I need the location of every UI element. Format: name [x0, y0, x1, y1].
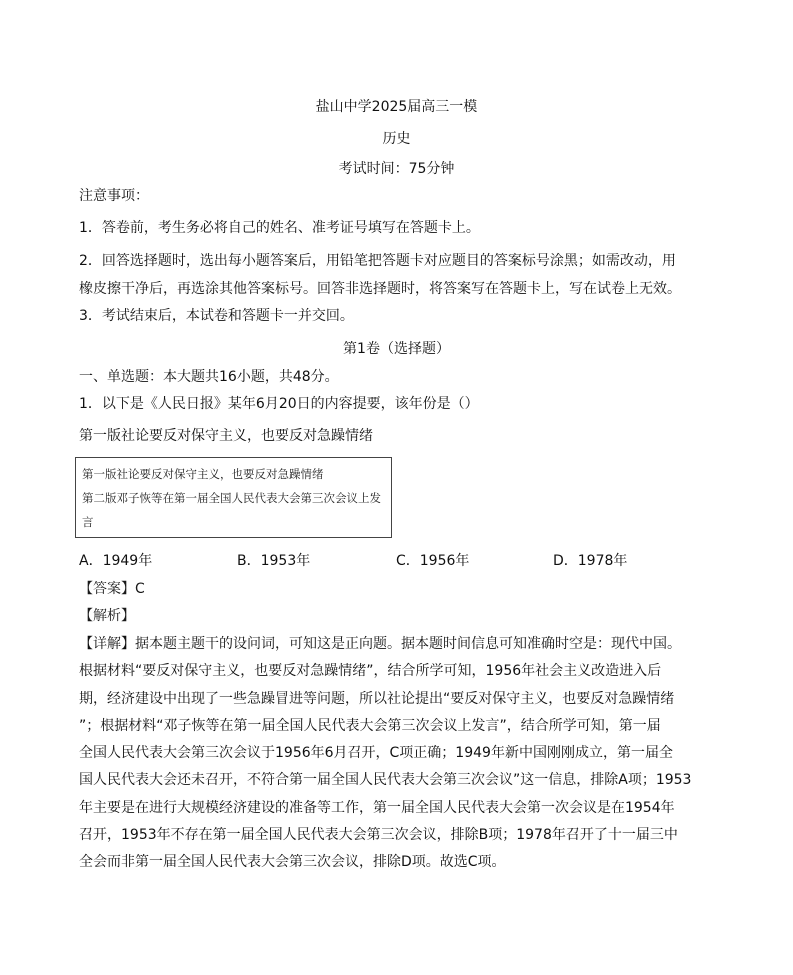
material-line-2: 第二版邓子恢等在第一届全国人民代表大会第三次会议上发 — [82, 491, 381, 505]
option-b: B．1953年 — [237, 553, 311, 569]
analysis-line: ”；根据材料“邓子恢等在第一届全国人民代表大会第三次会议上发言”，结合所学可知，第一届 — [79, 718, 661, 734]
notice-item-2-line-2: 橡皮擦干净后，再选涂其他答案标号。回答非选择题时，将答案写在答题卡上，写在试卷上无效。 — [79, 281, 681, 297]
question-quote: 第一版社论要反对保守主义，也要反对急躁情绪 — [79, 428, 373, 444]
notice-item-1: 1．答卷前，考生务必将自己的姓名、准考证号填写在答题卡上。 — [79, 220, 480, 236]
exam-title: 盐山中学2025届高三一模 — [315, 99, 478, 115]
material-box — [75, 457, 392, 538]
part-title: 一、单选题：本大题共16小题，共48分。 — [79, 369, 339, 385]
question-stem: 1．以下是《人民日报》某年6月20日的内容提要，该年份是（） — [79, 396, 479, 412]
analysis-line: 国人民代表大会还未召开，不符合第一届全国人民代表大会第三次会议”这一信息，排除A项；1953 — [79, 772, 692, 788]
analysis-line: 期，经济建设中出现了一些急躁冒进等问题，所以社论提出“要反对保守主义，也要反对急躁情绪 — [79, 691, 675, 707]
analysis-heading: 【解析】 — [79, 608, 135, 624]
option-a: A．1949年 — [79, 553, 153, 569]
volume-title: 第1卷（选择题） — [343, 341, 450, 357]
analysis-line: 根据材料“要反对保守主义，也要反对急躁情绪”，结合所学可知，1956年社会主义改造进入后 — [79, 663, 662, 679]
analysis-line: 全会而非第一届全国人民代表大会第三次会议，排除D项。故选C项。 — [79, 854, 506, 870]
material-line-3: 言 — [82, 515, 94, 529]
subject-title: 历史 — [382, 131, 411, 147]
notice-heading: 注意事项： — [79, 188, 149, 204]
material-line-1: 第一版社论要反对保守主义，也要反对急躁情绪 — [82, 467, 324, 481]
analysis-line: 召开，1953年不存在第一届全国人民代表大会第三次会议，排除B项；1978年召开了十一届三中 — [79, 827, 678, 843]
option-d: D．1978年 — [553, 553, 628, 569]
notice-item-2-line-1: 2．回答选择题时，选出每小题答案后，用铅笔把答题卡对应题目的答案标号涂黑；如需改动，用 — [79, 253, 676, 269]
analysis-line: 年主要是在进行大规模经济建设的准备等工作，第一届全国人民代表大会第一次会议是在1954年 — [79, 800, 675, 816]
option-c: C．1956年 — [396, 553, 470, 569]
notice-item-3: 3．考试结束后，本试卷和答题卡一并交回。 — [79, 308, 354, 324]
answer-label: 【答案】C — [79, 581, 145, 597]
analysis-line: 【详解】据本题主题干的设问词，可知这是正向题。据本题时间信息可知准确时空是：现代中国。 — [79, 636, 681, 652]
analysis-line: 全国人民代表大会第三次会议于1956年6月召开，C项正确；1949年新中国刚刚成立，第一届全 — [79, 745, 673, 761]
exam-time: 考试时间：75分钟 — [338, 161, 455, 177]
